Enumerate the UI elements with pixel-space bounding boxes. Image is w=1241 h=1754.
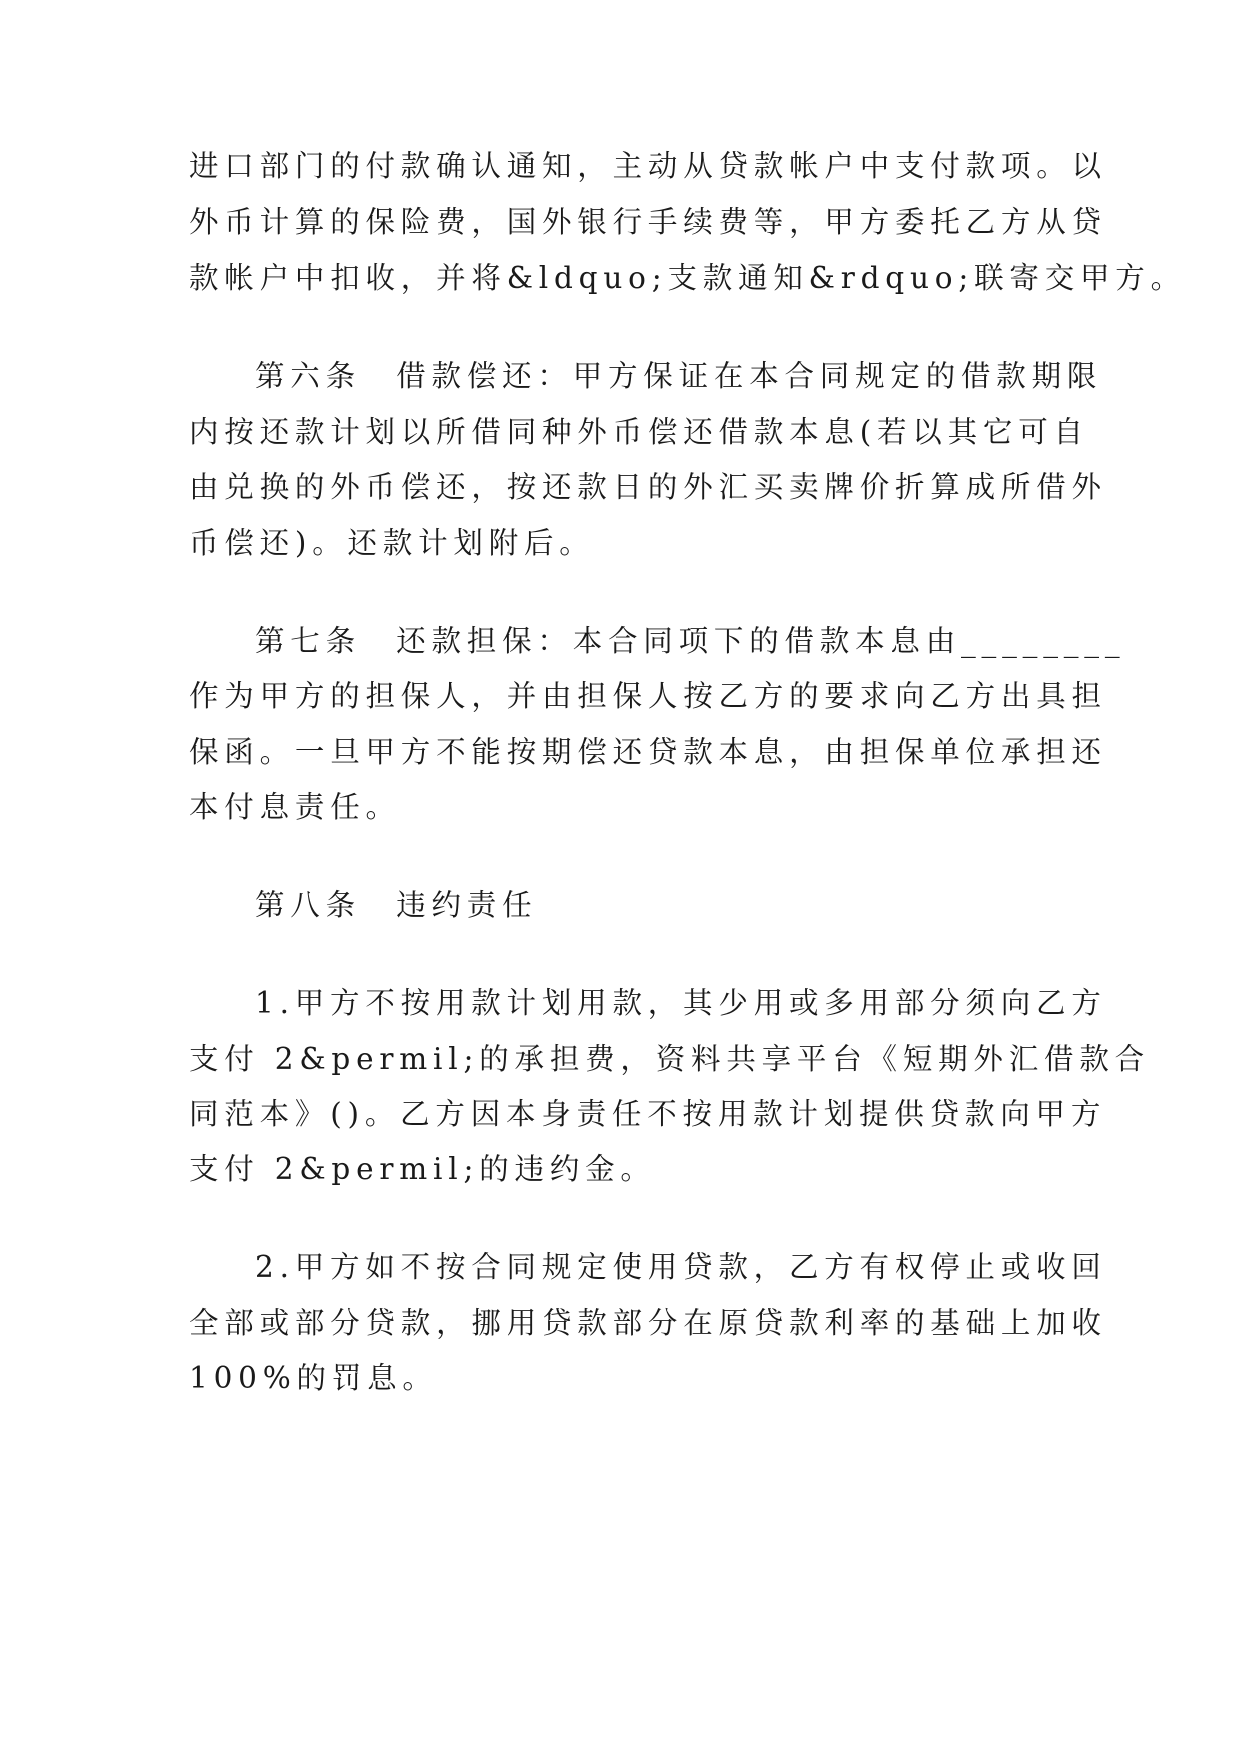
- text-line: 100%的罚息。: [189, 1361, 438, 1395]
- text-line: 同范本》()。乙方因本身责任不按用款计划提供贷款向甲方: [189, 1097, 1107, 1131]
- text-line: 支付 2&permil;的违约金。: [189, 1152, 656, 1186]
- text-line: 币偿还)。还款计划附后。: [189, 526, 595, 560]
- text-line: 由兑换的外币偿还，按还款日的外汇买卖牌价折算成所借外: [189, 470, 1107, 504]
- text-line: 外币计算的保险费，国外银行手续费等，甲方委托乙方从贷: [189, 205, 1107, 239]
- clause-2-line: 2.甲方如不按合同规定使用贷款，乙方有权停止或收回: [255, 1250, 1107, 1284]
- text-line: 支付 2&permil;的承担费，资料共享平台《短期外汇借款合: [189, 1042, 1150, 1076]
- article-7-heading-line: 第七条 还款担保：本合同项下的借款本息由________: [255, 624, 1126, 658]
- clause-1-line: 1.甲方不按用款计划用款，其少用或多用部分须向乙方: [255, 986, 1107, 1020]
- text-line: 进口部门的付款确认通知，主动从贷款帐户中支付款项。以: [189, 149, 1107, 183]
- text-line: 本付息责任。: [189, 790, 401, 824]
- text-line: 款帐户中扣收，并将&ldquo;支款通知&rdquo;联寄交甲方。: [189, 261, 1186, 295]
- text-line: 全部或部分贷款，挪用贷款部分在原贷款利率的基础上加收: [189, 1306, 1107, 1340]
- article-6-heading-line: 第六条 借款偿还：甲方保证在本合同规定的借款期限: [255, 359, 1103, 393]
- text-line: 保函。一旦甲方不能按期偿还贷款本息，由担保单位承担还: [189, 735, 1107, 769]
- text-line: 内按还款计划以所借同种外币偿还借款本息(若以其它可自: [189, 415, 1089, 449]
- article-8-heading: 第八条 违约责任: [255, 888, 538, 922]
- text-line: 作为甲方的担保人，并由担保人按乙方的要求向乙方出具担: [189, 679, 1107, 713]
